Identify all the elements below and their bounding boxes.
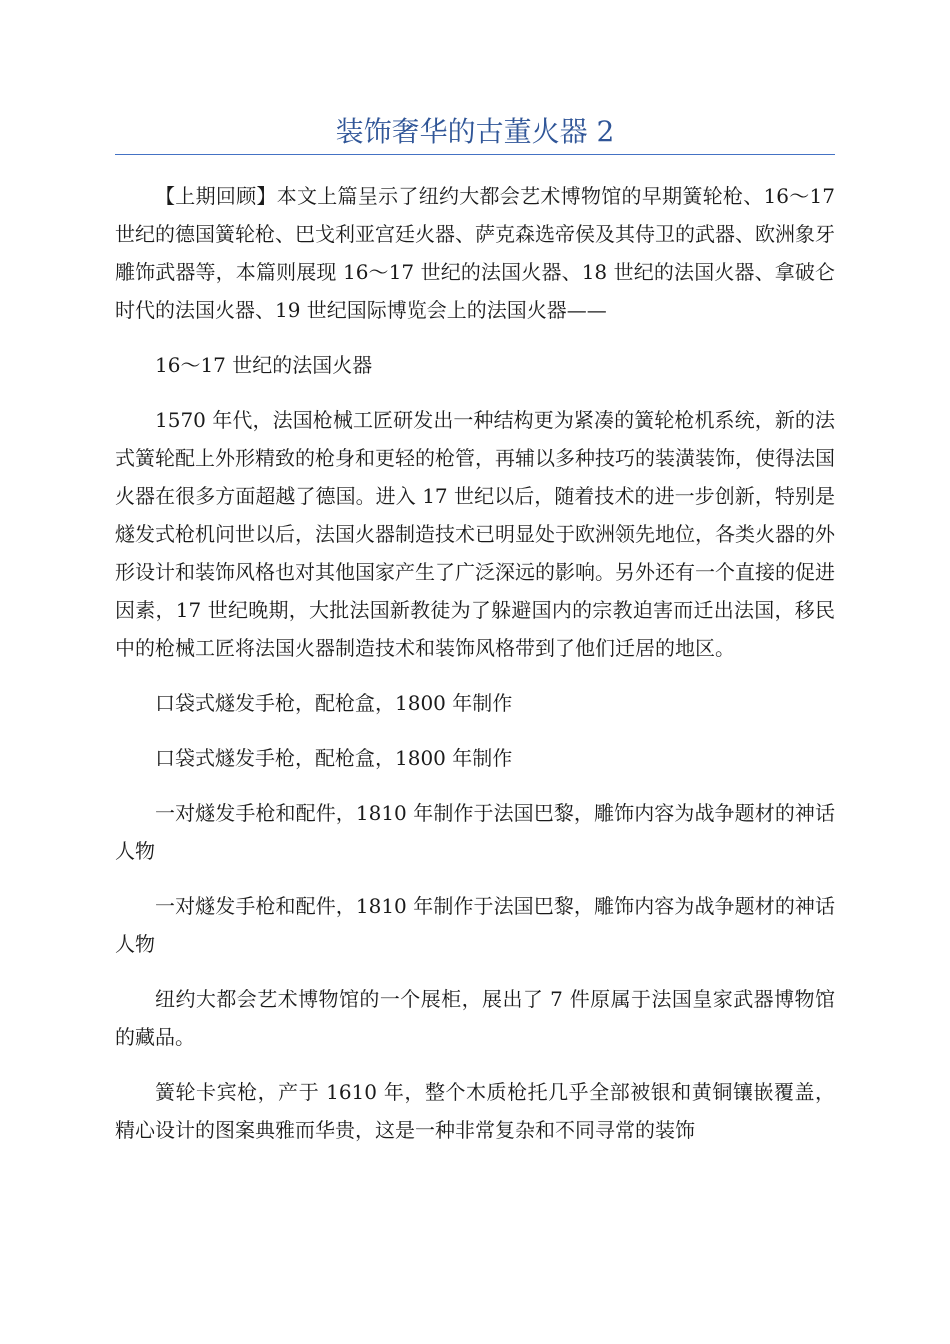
title-underline (115, 154, 835, 155)
paragraph-recap: 【上期回顾】本文上篇呈示了纽约大都会艺术博物馆的早期簧轮枪、16～17 世纪的德国簧轮枪、巴戈利亚宫廷火器、萨克森选帝侯及其侍卫的武器、欧洲象牙雕饰武器等，本篇则展现 16～17 世纪的法国火器、18 世纪的法国火器、拿破仑时代的法国火器、19 世纪国际博览会上的法国火器—— (115, 184, 835, 322)
paragraph-carbine: 簧轮卡宾枪，产于 1610 年，整个木质枪托几乎全部被银和黄铜镶嵌覆盖，精心设计的图案典雅而华贵，这是一种非常复杂和不同寻常的装饰 (115, 1080, 835, 1142)
document-body (115, 177, 835, 1149)
paragraph-section-heading: 16～17 世纪的法国火器 (155, 353, 373, 377)
paragraph-caption: 口袋式燧发手枪，配枪盒，1800 年制作 (155, 746, 513, 770)
paragraph-caption: 口袋式燧发手枪，配枪盒，1800 年制作 (155, 691, 513, 715)
paragraph-caption: 一对燧发手枪和配件，1810 年制作于法国巴黎，雕饰内容为战争题材的神话人物 (115, 801, 835, 863)
paragraph-caption: 纽约大都会艺术博物馆的一个展柜，展出了 7 件原属于法国皇家武器博物馆的藏品。 (115, 987, 835, 1049)
document-title: 装饰奢华的古董火器 2 (335, 115, 615, 148)
paragraph-caption: 一对燧发手枪和配件，1810 年制作于法国巴黎，雕饰内容为战争题材的神话人物 (115, 894, 835, 956)
paragraph-history: 1570 年代，法国枪械工匠研发出一种结构更为紧凑的簧轮枪机系统，新的法式簧轮配上外形精致的枪身和更轻的枪管，再辅以多种技巧的装潢装饰，使得法国火器在很多方面超越了德国。进入 17 世纪以后，随着技术的进一步创新，特别是燧发式枪机问世以后，法国火器制造技术已明显处于欧洲领先地位，各类火器的外形设计和装饰风格也对其他国家产生了广泛深远的影响。另外还有一个直接的促进因素，17 世纪晚期，大批法国新教徒为了躲避国内的宗教迫害而迁出法国，移民中的枪械工匠将法国火器制造技术和装饰风格带到了他们迁居的地区。 (115, 408, 835, 660)
